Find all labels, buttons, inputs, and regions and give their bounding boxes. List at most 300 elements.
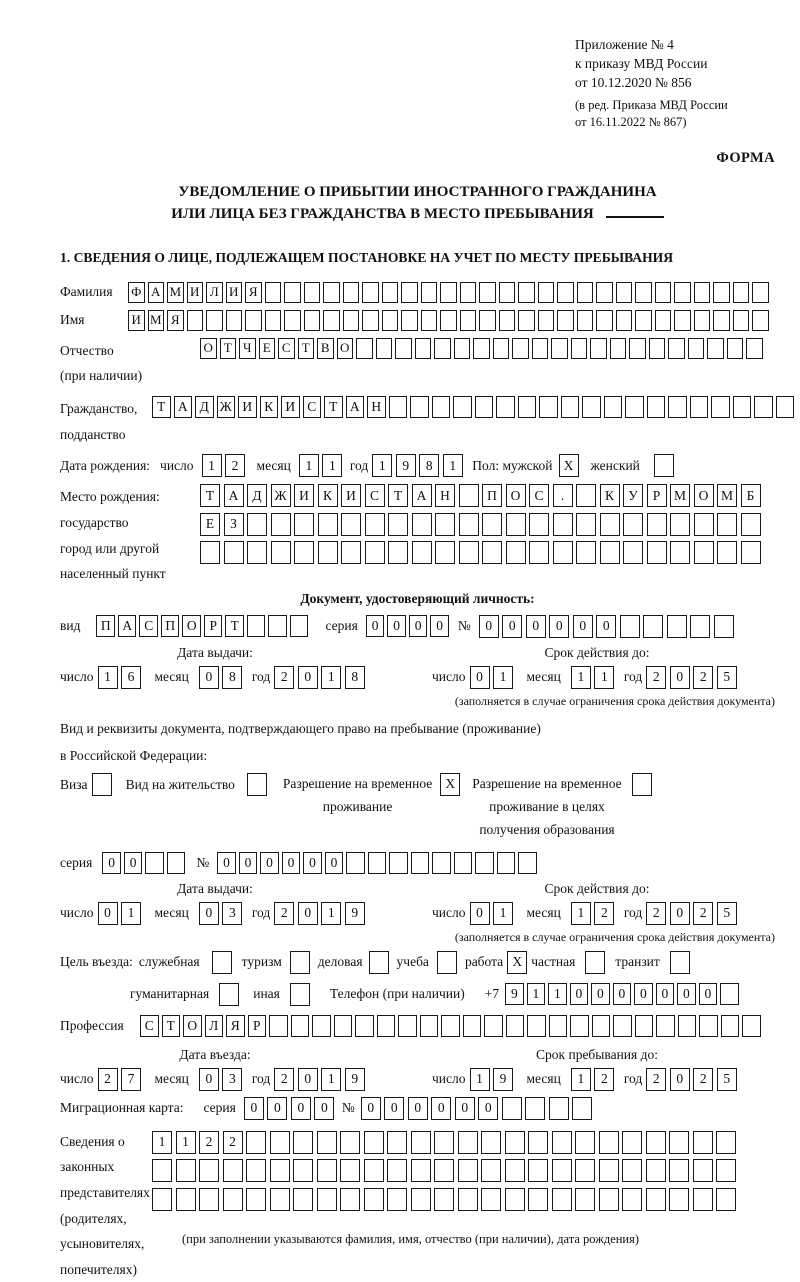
char-box[interactable] xyxy=(377,1015,396,1037)
char-box[interactable] xyxy=(557,282,574,303)
char-box[interactable]: Л xyxy=(206,282,223,303)
char-box[interactable] xyxy=(389,396,408,418)
char-box[interactable] xyxy=(458,1188,478,1211)
char-box[interactable]: 0 xyxy=(677,983,696,1005)
char-box[interactable] xyxy=(577,282,594,303)
char-box[interactable] xyxy=(496,396,515,418)
char-box[interactable]: Д xyxy=(247,484,267,507)
char-box[interactable] xyxy=(294,513,314,536)
char-box[interactable] xyxy=(479,310,496,331)
char-box[interactable] xyxy=(646,1131,666,1154)
char-box[interactable] xyxy=(674,310,691,331)
char-box[interactable] xyxy=(341,541,361,564)
char-box[interactable]: Ч xyxy=(239,338,256,359)
char-box[interactable] xyxy=(284,310,301,331)
char-box[interactable] xyxy=(635,282,652,303)
char-box[interactable] xyxy=(270,1188,290,1211)
char-box[interactable]: 1 xyxy=(548,983,567,1005)
char-box[interactable] xyxy=(717,513,737,536)
char-box[interactable]: 0 xyxy=(217,852,236,874)
char-box[interactable]: 1 xyxy=(322,454,342,477)
char-box[interactable]: И xyxy=(226,282,243,303)
char-box[interactable]: Я xyxy=(226,1015,245,1037)
char-box[interactable]: 0 xyxy=(291,1097,311,1120)
char-box[interactable]: И xyxy=(128,310,145,331)
char-box[interactable] xyxy=(460,310,477,331)
char-box[interactable] xyxy=(647,396,666,418)
char-box[interactable] xyxy=(694,310,711,331)
char-box[interactable] xyxy=(721,1015,740,1037)
char-box[interactable] xyxy=(420,1015,439,1037)
char-box[interactable] xyxy=(741,541,761,564)
char-box[interactable] xyxy=(497,852,516,874)
char-box[interactable] xyxy=(458,1131,478,1154)
char-box[interactable] xyxy=(776,396,795,418)
char-box[interactable]: 1 xyxy=(321,1068,341,1091)
char-box[interactable] xyxy=(364,1188,384,1211)
char-box[interactable] xyxy=(649,338,666,359)
char-box[interactable] xyxy=(670,541,690,564)
char-box[interactable] xyxy=(746,338,763,359)
char-box[interactable] xyxy=(401,310,418,331)
char-box[interactable]: 0 xyxy=(478,1097,498,1120)
char-box[interactable] xyxy=(265,282,282,303)
char-box[interactable] xyxy=(364,1131,384,1154)
char-box[interactable] xyxy=(670,513,690,536)
char-box[interactable]: П xyxy=(161,615,180,637)
char-box[interactable]: М xyxy=(717,484,737,507)
char-box[interactable] xyxy=(432,396,451,418)
char-box[interactable] xyxy=(176,1188,196,1211)
char-box[interactable]: Я xyxy=(245,282,262,303)
char-box[interactable]: Ж xyxy=(271,484,291,507)
char-box[interactable]: О xyxy=(182,615,201,637)
char-box[interactable] xyxy=(538,282,555,303)
char-box[interactable]: 1 xyxy=(443,454,463,477)
char-box[interactable] xyxy=(290,615,309,637)
char-box[interactable] xyxy=(226,310,243,331)
char-box[interactable]: Ж xyxy=(217,396,236,418)
char-box[interactable]: Н xyxy=(367,396,386,418)
char-box[interactable] xyxy=(576,541,596,564)
sex-female-checkbox[interactable] xyxy=(654,454,674,477)
char-box[interactable]: 0 xyxy=(670,1068,690,1091)
char-box[interactable] xyxy=(538,310,555,331)
char-box[interactable] xyxy=(224,541,244,564)
char-box[interactable] xyxy=(733,396,752,418)
char-box[interactable]: О xyxy=(337,338,354,359)
char-box[interactable]: 1 xyxy=(299,454,319,477)
char-box[interactable]: 0 xyxy=(596,615,616,638)
char-box[interactable]: Т xyxy=(162,1015,181,1037)
char-box[interactable]: И xyxy=(238,396,257,418)
char-box[interactable] xyxy=(694,541,714,564)
char-box[interactable] xyxy=(365,513,385,536)
char-box[interactable] xyxy=(318,513,338,536)
char-box[interactable]: 3 xyxy=(222,902,242,925)
sex-male-checkbox[interactable]: X xyxy=(559,454,579,477)
char-box[interactable] xyxy=(432,852,451,874)
char-box[interactable] xyxy=(270,1131,290,1154)
char-box[interactable]: 1 xyxy=(372,454,392,477)
char-box[interactable]: 0 xyxy=(303,852,322,874)
char-box[interactable] xyxy=(389,852,408,874)
char-box[interactable] xyxy=(754,396,773,418)
char-box[interactable] xyxy=(434,1131,454,1154)
char-box[interactable] xyxy=(323,282,340,303)
char-box[interactable]: М xyxy=(670,484,690,507)
char-box[interactable] xyxy=(343,282,360,303)
char-box[interactable] xyxy=(713,310,730,331)
char-box[interactable]: 0 xyxy=(199,666,219,689)
char-box[interactable]: Т xyxy=(220,338,237,359)
char-box[interactable] xyxy=(398,1015,417,1037)
char-box[interactable] xyxy=(716,1131,736,1154)
purpose-work-checkbox[interactable]: X xyxy=(507,951,527,974)
char-box[interactable]: 0 xyxy=(430,615,449,637)
char-box[interactable] xyxy=(421,310,438,331)
char-box[interactable]: 1 xyxy=(527,983,546,1005)
char-box[interactable] xyxy=(323,310,340,331)
char-box[interactable] xyxy=(340,1188,360,1211)
char-box[interactable] xyxy=(576,484,596,507)
char-box[interactable]: 7 xyxy=(121,1068,141,1091)
char-box[interactable] xyxy=(694,282,711,303)
char-box[interactable]: С xyxy=(278,338,295,359)
char-box[interactable]: 1 xyxy=(571,902,591,925)
char-box[interactable]: 0 xyxy=(366,615,385,637)
char-box[interactable] xyxy=(475,852,494,874)
char-box[interactable] xyxy=(317,1188,337,1211)
char-box[interactable] xyxy=(655,282,672,303)
char-box[interactable] xyxy=(713,282,730,303)
char-box[interactable] xyxy=(293,1188,313,1211)
char-box[interactable]: 2 xyxy=(274,1068,294,1091)
char-box[interactable] xyxy=(382,282,399,303)
char-box[interactable]: 0 xyxy=(479,615,499,638)
char-box[interactable] xyxy=(552,1131,572,1154)
char-box[interactable]: 0 xyxy=(102,852,121,874)
char-box[interactable]: С xyxy=(303,396,322,418)
char-box[interactable] xyxy=(317,1131,337,1154)
char-box[interactable] xyxy=(410,396,429,418)
char-box[interactable]: А xyxy=(148,282,165,303)
char-box[interactable]: 2 xyxy=(594,1068,614,1091)
char-box[interactable] xyxy=(532,338,549,359)
char-box[interactable]: 0 xyxy=(239,852,258,874)
char-box[interactable] xyxy=(271,513,291,536)
char-box[interactable] xyxy=(625,396,644,418)
char-box[interactable] xyxy=(552,1188,572,1211)
char-box[interactable] xyxy=(284,282,301,303)
char-box[interactable] xyxy=(600,541,620,564)
char-box[interactable] xyxy=(528,1188,548,1211)
char-box[interactable] xyxy=(246,1131,266,1154)
char-box[interactable]: 2 xyxy=(646,1068,666,1091)
char-box[interactable] xyxy=(600,513,620,536)
char-box[interactable] xyxy=(622,1131,642,1154)
char-box[interactable]: 0 xyxy=(613,983,632,1005)
char-box[interactable] xyxy=(475,396,494,418)
char-box[interactable] xyxy=(529,541,549,564)
char-box[interactable] xyxy=(502,1097,522,1120)
char-box[interactable]: 0 xyxy=(573,615,593,638)
char-box[interactable] xyxy=(343,310,360,331)
char-box[interactable] xyxy=(481,1131,501,1154)
char-box[interactable] xyxy=(505,1131,525,1154)
char-box[interactable] xyxy=(368,852,387,874)
char-box[interactable]: Е xyxy=(200,513,220,536)
char-box[interactable]: 0 xyxy=(260,852,279,874)
char-box[interactable]: 8 xyxy=(222,666,242,689)
char-box[interactable] xyxy=(549,1015,568,1037)
char-box[interactable]: 5 xyxy=(717,666,737,689)
char-box[interactable] xyxy=(304,282,321,303)
char-box[interactable]: А xyxy=(174,396,193,418)
char-box[interactable] xyxy=(529,513,549,536)
char-box[interactable]: 1 xyxy=(321,666,341,689)
char-box[interactable]: 9 xyxy=(396,454,416,477)
char-box[interactable]: 0 xyxy=(699,983,718,1005)
char-box[interactable]: К xyxy=(600,484,620,507)
char-box[interactable]: Н xyxy=(435,484,455,507)
char-box[interactable]: 9 xyxy=(345,902,365,925)
char-box[interactable]: А xyxy=(224,484,244,507)
char-box[interactable]: О xyxy=(694,484,714,507)
char-box[interactable] xyxy=(411,1131,431,1154)
char-box[interactable]: 2 xyxy=(693,1068,713,1091)
char-box[interactable]: 0 xyxy=(361,1097,381,1120)
char-box[interactable] xyxy=(557,310,574,331)
char-box[interactable] xyxy=(613,1015,632,1037)
char-box[interactable]: 0 xyxy=(656,983,675,1005)
char-box[interactable]: 0 xyxy=(549,615,569,638)
char-box[interactable]: 0 xyxy=(384,1097,404,1120)
char-box[interactable] xyxy=(553,513,573,536)
char-box[interactable] xyxy=(291,1015,310,1037)
char-box[interactable]: М xyxy=(167,282,184,303)
char-box[interactable] xyxy=(592,1015,611,1037)
char-box[interactable] xyxy=(690,615,710,638)
char-box[interactable] xyxy=(674,282,691,303)
char-box[interactable]: 2 xyxy=(223,1131,243,1154)
char-box[interactable]: 2 xyxy=(693,902,713,925)
char-box[interactable] xyxy=(265,310,282,331)
char-box[interactable]: 0 xyxy=(670,666,690,689)
char-box[interactable]: 2 xyxy=(225,454,245,477)
char-box[interactable] xyxy=(733,310,750,331)
char-box[interactable] xyxy=(387,1131,407,1154)
char-box[interactable]: О xyxy=(200,338,217,359)
char-box[interactable]: 2 xyxy=(199,1131,219,1154)
residence-permit-checkbox[interactable] xyxy=(247,773,267,796)
char-box[interactable]: 2 xyxy=(594,902,614,925)
char-box[interactable]: 3 xyxy=(222,1068,242,1091)
char-box[interactable]: 9 xyxy=(345,1068,365,1091)
char-box[interactable]: Т xyxy=(388,484,408,507)
char-box[interactable]: 1 xyxy=(493,666,513,689)
char-box[interactable] xyxy=(304,310,321,331)
char-box[interactable]: 0 xyxy=(267,1097,287,1120)
char-box[interactable] xyxy=(693,1188,713,1211)
char-box[interactable] xyxy=(479,282,496,303)
char-box[interactable]: 2 xyxy=(646,902,666,925)
char-box[interactable] xyxy=(434,338,451,359)
char-box[interactable]: 2 xyxy=(98,1068,118,1091)
char-box[interactable] xyxy=(528,1131,548,1154)
char-box[interactable] xyxy=(482,513,502,536)
char-box[interactable] xyxy=(341,513,361,536)
char-box[interactable]: 0 xyxy=(325,852,344,874)
char-box[interactable] xyxy=(599,1188,619,1211)
char-box[interactable]: Б xyxy=(741,484,761,507)
char-box[interactable] xyxy=(616,310,633,331)
purpose-business-checkbox[interactable] xyxy=(212,951,232,974)
purpose-study-checkbox[interactable] xyxy=(437,951,457,974)
char-box[interactable]: 2 xyxy=(274,666,294,689)
char-box[interactable] xyxy=(434,1188,454,1211)
char-box[interactable] xyxy=(622,1188,642,1211)
char-box[interactable] xyxy=(376,338,393,359)
char-box[interactable] xyxy=(727,338,744,359)
char-box[interactable]: 0 xyxy=(298,902,318,925)
char-box[interactable]: М xyxy=(148,310,165,331)
char-box[interactable]: 5 xyxy=(717,1068,737,1091)
char-box[interactable]: Т xyxy=(225,615,244,637)
char-box[interactable] xyxy=(506,1015,525,1037)
char-box[interactable] xyxy=(421,282,438,303)
char-box[interactable] xyxy=(668,396,687,418)
char-box[interactable]: 1 xyxy=(493,902,513,925)
char-box[interactable]: 0 xyxy=(314,1097,334,1120)
char-box[interactable] xyxy=(610,338,627,359)
char-box[interactable]: 2 xyxy=(693,666,713,689)
char-box[interactable] xyxy=(493,338,510,359)
char-box[interactable] xyxy=(460,282,477,303)
char-box[interactable] xyxy=(667,615,687,638)
char-box[interactable] xyxy=(355,1015,374,1037)
char-box[interactable] xyxy=(387,1188,407,1211)
char-box[interactable]: Я xyxy=(167,310,184,331)
char-box[interactable] xyxy=(711,396,730,418)
char-box[interactable] xyxy=(596,282,613,303)
char-box[interactable]: И xyxy=(341,484,361,507)
char-box[interactable]: 0 xyxy=(455,1097,475,1120)
char-box[interactable] xyxy=(246,1188,266,1211)
char-box[interactable] xyxy=(575,1188,595,1211)
char-box[interactable] xyxy=(693,1131,713,1154)
char-box[interactable]: 1 xyxy=(594,666,614,689)
char-box[interactable]: 0 xyxy=(244,1097,264,1120)
char-box[interactable]: 0 xyxy=(298,1068,318,1091)
char-box[interactable]: 2 xyxy=(274,902,294,925)
char-box[interactable] xyxy=(145,852,164,874)
char-box[interactable]: Т xyxy=(298,338,315,359)
char-box[interactable]: У xyxy=(623,484,643,507)
char-box[interactable]: С xyxy=(529,484,549,507)
char-box[interactable] xyxy=(525,1097,545,1120)
char-box[interactable]: 5 xyxy=(717,902,737,925)
char-box[interactable] xyxy=(582,396,601,418)
char-box[interactable] xyxy=(388,541,408,564)
char-box[interactable]: 1 xyxy=(152,1131,172,1154)
char-box[interactable]: 0 xyxy=(282,852,301,874)
char-box[interactable]: А xyxy=(346,396,365,418)
char-box[interactable]: К xyxy=(260,396,279,418)
char-box[interactable] xyxy=(271,541,291,564)
char-box[interactable]: 0 xyxy=(387,615,406,637)
char-box[interactable]: 1 xyxy=(321,902,341,925)
char-box[interactable] xyxy=(599,1131,619,1154)
char-box[interactable] xyxy=(499,310,516,331)
char-box[interactable] xyxy=(346,852,365,874)
char-box[interactable]: С xyxy=(139,615,158,637)
char-box[interactable] xyxy=(440,310,457,331)
char-box[interactable] xyxy=(294,541,314,564)
char-box[interactable] xyxy=(199,1188,219,1211)
char-box[interactable] xyxy=(655,310,672,331)
char-box[interactable]: О xyxy=(183,1015,202,1037)
char-box[interactable] xyxy=(707,338,724,359)
char-box[interactable]: 0 xyxy=(98,902,118,925)
char-box[interactable] xyxy=(388,513,408,536)
char-box[interactable]: 8 xyxy=(419,454,439,477)
char-box[interactable] xyxy=(459,484,479,507)
char-box[interactable] xyxy=(247,615,266,637)
char-box[interactable]: И xyxy=(187,282,204,303)
char-box[interactable]: 0 xyxy=(298,666,318,689)
char-box[interactable]: Р xyxy=(248,1015,267,1037)
char-box[interactable] xyxy=(223,1188,243,1211)
char-box[interactable] xyxy=(717,541,737,564)
char-box[interactable] xyxy=(635,310,652,331)
char-box[interactable] xyxy=(620,615,640,638)
char-box[interactable] xyxy=(459,513,479,536)
purpose-commercial-checkbox[interactable] xyxy=(369,951,389,974)
char-box[interactable]: 6 xyxy=(121,666,141,689)
char-box[interactable] xyxy=(481,1188,501,1211)
char-box[interactable] xyxy=(365,541,385,564)
char-box[interactable]: 0 xyxy=(591,983,610,1005)
char-box[interactable] xyxy=(506,513,526,536)
char-box[interactable] xyxy=(412,541,432,564)
char-box[interactable] xyxy=(484,1015,503,1037)
char-box[interactable]: А xyxy=(118,615,137,637)
char-box[interactable]: Т xyxy=(152,396,171,418)
char-box[interactable]: П xyxy=(482,484,502,507)
temp-permit-checkbox[interactable]: X xyxy=(440,773,460,796)
char-box[interactable]: Ф xyxy=(128,282,145,303)
char-box[interactable] xyxy=(206,310,223,331)
edu-permit-checkbox[interactable] xyxy=(632,773,652,796)
char-box[interactable] xyxy=(518,282,535,303)
char-box[interactable] xyxy=(647,541,667,564)
char-box[interactable] xyxy=(167,852,186,874)
char-box[interactable]: Т xyxy=(324,396,343,418)
char-box[interactable] xyxy=(340,1131,360,1154)
char-box[interactable] xyxy=(293,1131,313,1154)
char-box[interactable] xyxy=(570,1015,589,1037)
char-box[interactable] xyxy=(741,513,761,536)
char-box[interactable] xyxy=(187,310,204,331)
char-box[interactable] xyxy=(590,338,607,359)
char-box[interactable] xyxy=(694,513,714,536)
char-box[interactable]: 0 xyxy=(570,983,589,1005)
char-box[interactable] xyxy=(453,396,472,418)
char-box[interactable] xyxy=(572,1097,592,1120)
char-box[interactable] xyxy=(576,513,596,536)
char-box[interactable] xyxy=(669,1131,689,1154)
